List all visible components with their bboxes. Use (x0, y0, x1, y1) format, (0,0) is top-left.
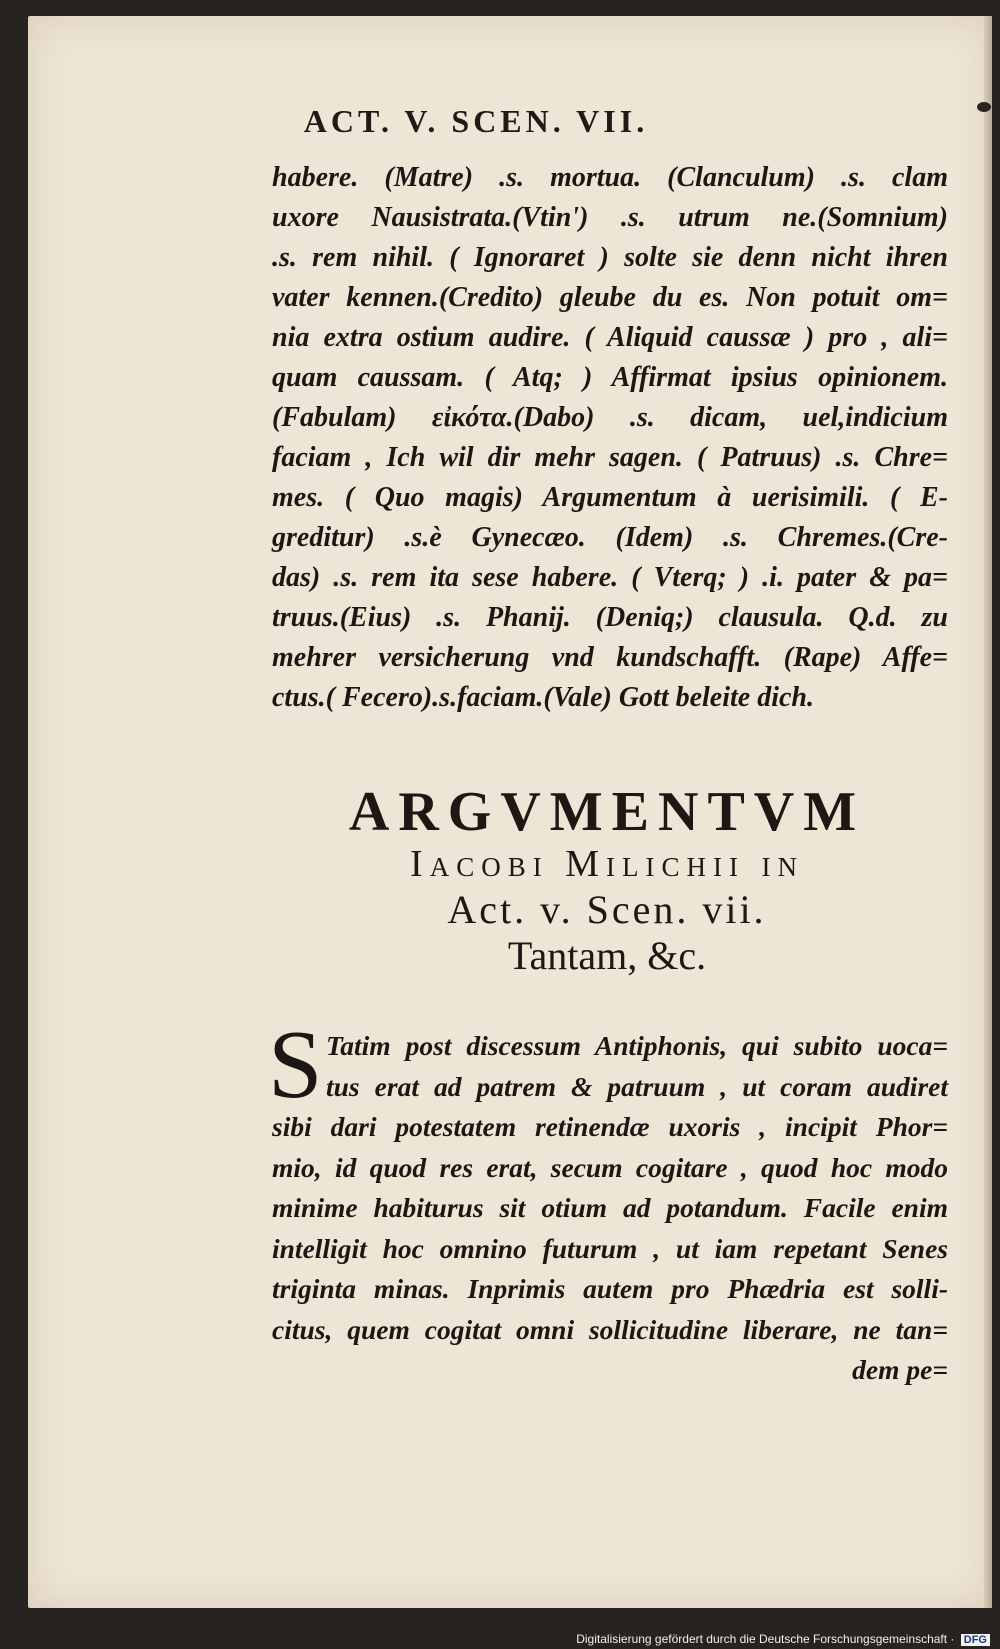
body-line: mio, id quod res erat, secum cogitare , quod hoc modo (272, 1151, 948, 1183)
body-line: citus, quem cogitat omni sollicitudine liberare, ne tan= (272, 1313, 948, 1345)
body-line: Tatim post discessum Antiphonis, qui subito uoca= (326, 1030, 948, 1061)
body-line: intelligit hoc omnino futurum , ut iam repetant Senes (272, 1232, 948, 1264)
commentary-line: mehrer versicherung vnd kundschafft. (Rape) Affe= (272, 642, 948, 673)
commentary-line: nia extra ostium audire. ( Aliquid caussæ ) pro , ali= (272, 322, 948, 353)
commentary-line: faciam , Ich wil dir mehr sagen. ( Patruus) .s. Chre= (272, 442, 948, 473)
page-edge (984, 16, 992, 1608)
dfg-logo: DFG (961, 1634, 990, 1646)
funding-text: Digitalisierung gefördert durch die Deutsche Forschungsgemeinschaft · (576, 1632, 955, 1646)
commentary-line: habere. (Matre) .s. mortua. (Clanculum) .s. clam (272, 162, 948, 193)
argument-incipit: Tantam, &c. (507, 933, 707, 978)
commentary-line: .s. rem nihil. ( Ignoraret ) solte sie denn nicht ihren (272, 242, 948, 273)
body-line: tus erat ad patrem & patruum , ut coram audiret (326, 1070, 948, 1102)
commentary-line: uxore Nausistrata.(Vtin') .s. utrum ne.(Somnium) (272, 202, 948, 233)
commentary-line: truus.(Eius) .s. Phanij. (Deniq;) clausula. Q.d. zu (272, 602, 948, 633)
drop-capital: S (268, 1011, 323, 1119)
commentary-line: greditur) .s.è Gynecæo. (Idem) .s. Chremes.(Cre- (272, 522, 948, 553)
commentary-line: das) .s. rem ita sese habere. ( Vterq; ) .i. pater & pa= (272, 562, 948, 593)
commentary-block (272, 158, 948, 718)
body-line: triginta minas. Inprimis autem pro Phædria est solli- (272, 1273, 948, 1304)
commentary-line: mes. ( Quo magis) Argumentum à uerisimili. ( E- (272, 482, 948, 513)
argument-body (272, 1026, 948, 1391)
commentary-line: quam caussam. ( Atq; ) Affirmat ipsius opinionem. (272, 362, 948, 393)
ink-stain (977, 102, 991, 112)
commentary-line: ctus.( Fecero).s.faciam.(Vale) Gott beleite dich. (272, 682, 814, 713)
body-line: minime habiturus sit otium ad potandum. Facile enim (272, 1192, 948, 1223)
funding-notice (576, 1632, 990, 1646)
catchword-line: dem pe= (852, 1354, 948, 1385)
body-line: sibi dari potestatem retinendæ uxoris , incipit Phor= (272, 1111, 948, 1142)
argument-author: Iacobi Milichii in (410, 843, 804, 885)
commentary-line: vater kennen.(Credito) gleube du es. Non potuit om= (272, 282, 948, 313)
running-head: ACT. V. SCEN. VII. (303, 103, 649, 139)
argument-scene-ref: Act. v. Scen. vii. (447, 887, 767, 932)
commentary-line: (Fabulam) εἰκότα.(Dabo) .s. dicam, uel,indicium (272, 402, 948, 433)
argument-heading: ARGVMENTVM (348, 781, 866, 843)
